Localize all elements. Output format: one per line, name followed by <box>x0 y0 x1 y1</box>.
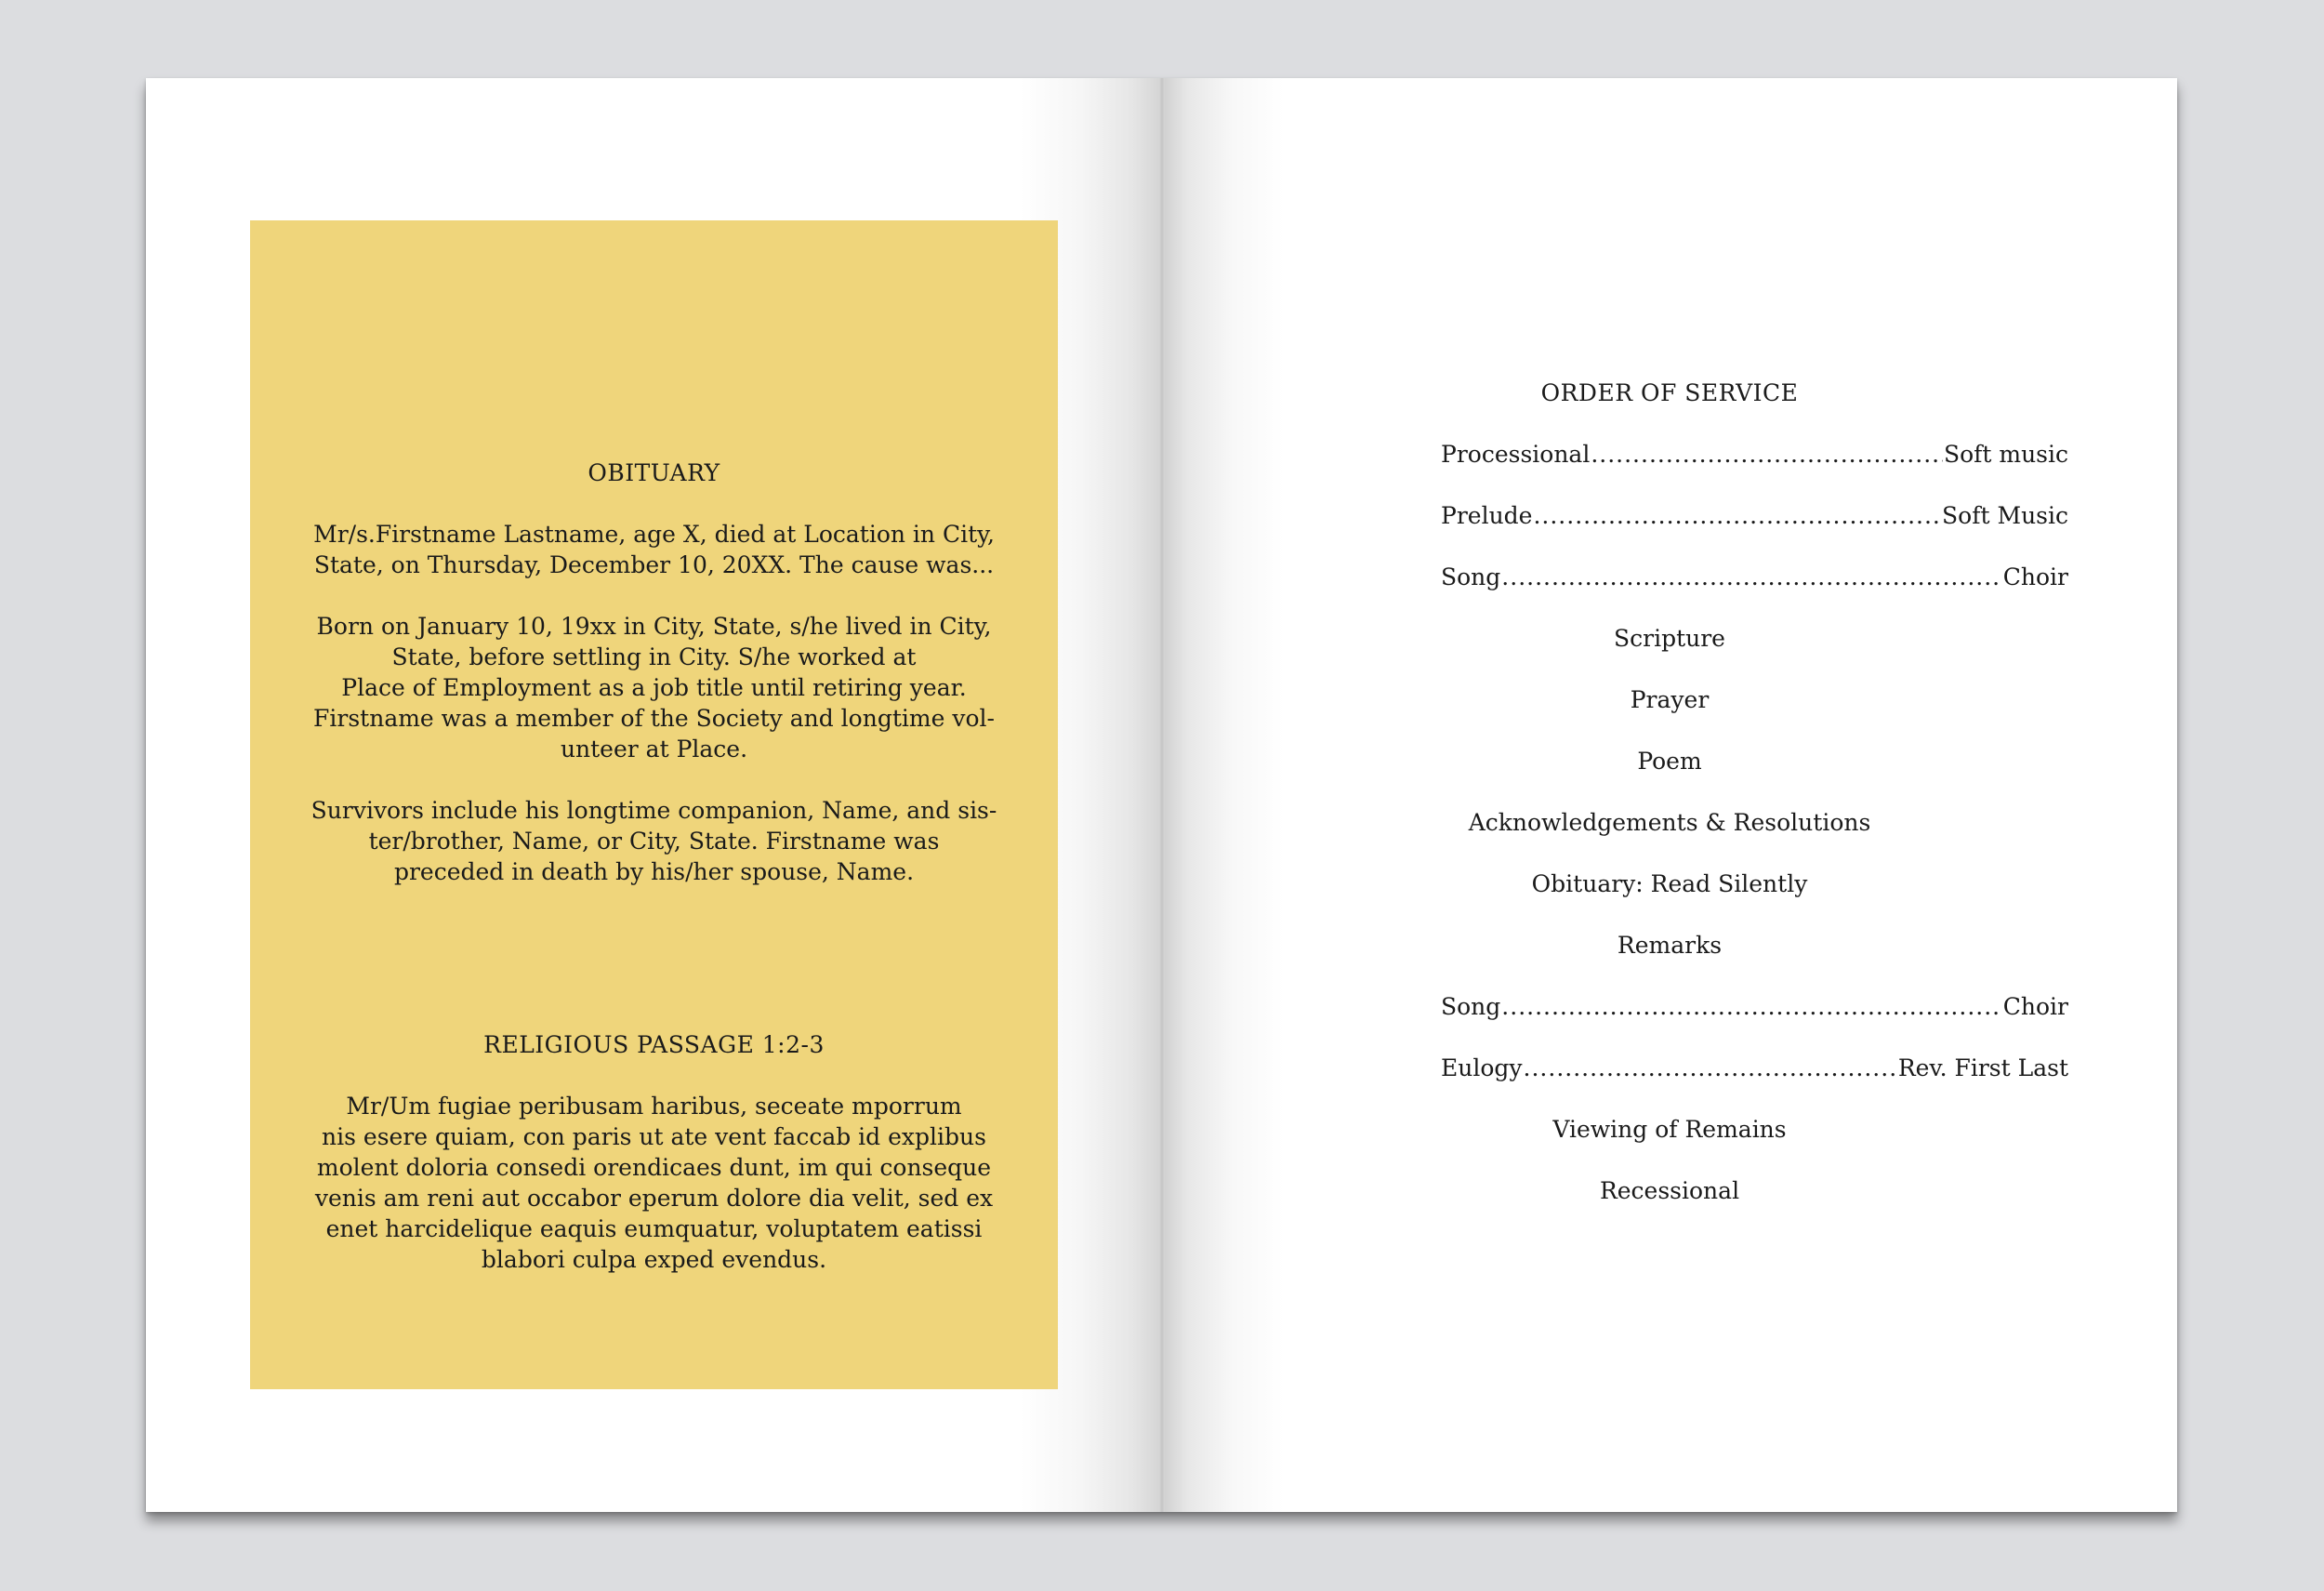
service-item-label: Poem <box>1637 748 1702 775</box>
service-item-label: Song <box>1441 563 1501 590</box>
service-item-label: Scripture <box>1614 625 1725 652</box>
service-item-value: Rev. First Last <box>1897 1054 2068 1081</box>
service-item-value: Choir <box>2002 563 2068 590</box>
obituary-line: State, on Thursday, December 10, 20XX. The cause was... <box>313 551 995 578</box>
obituary-section <box>250 457 1058 887</box>
obituary-line: Mr/s.Firstname Lastname, age X, died at Location in City, <box>313 521 995 548</box>
passage-line: Mr/Um fugiae peribusam haribus, seceate mporrum <box>346 1093 962 1120</box>
service-item-label: Remarks <box>1617 932 1723 959</box>
service-item-value: Soft Music <box>1942 502 2068 529</box>
passage-section <box>250 1029 1058 1275</box>
obituary-paragraph <box>250 795 1058 887</box>
order-of-service-heading: ORDER OF SERVICE <box>1540 379 1799 406</box>
service-item-label: Recessional <box>1599 1177 1740 1204</box>
service-item-value: Choir <box>2002 993 2068 1020</box>
service-item-label: Processional <box>1441 441 1591 468</box>
service-item <box>1162 684 2177 715</box>
obituary-line: ter/brother, Name, or City, State. Firstname was <box>368 828 940 855</box>
service-item-label: Viewing of Remains <box>1552 1116 1787 1143</box>
service-item <box>1162 930 2177 961</box>
service-item-dotted <box>1441 562 2068 592</box>
obituary-line: Born on January 10, 19xx in City, State, s/he lived in City, <box>316 613 992 640</box>
obituary-line: State, before settling in City. S/he worked at <box>391 643 917 670</box>
dot-leader <box>1501 562 2001 592</box>
passage-line: venis am reni aut occabor eperum dolore dia velit, sed ex <box>314 1185 994 1212</box>
service-item-dotted <box>1441 500 2068 531</box>
service-item-label: Song <box>1441 993 1501 1020</box>
dot-leader <box>1501 991 2001 1022</box>
right-page <box>1162 78 2177 1512</box>
obituary-line: Survivors include his longtime companion, Name, and sis- <box>310 797 997 824</box>
left-page <box>146 78 1162 1512</box>
dot-leader <box>1533 500 1941 531</box>
service-item-label: Eulogy <box>1441 1054 1523 1081</box>
obituary-line: unteer at Place. <box>560 736 748 762</box>
page-gutter <box>1159 78 1165 1512</box>
passage-body <box>250 1091 1058 1275</box>
obituary-line: Place of Employment as a job title until retiring year. <box>341 674 967 701</box>
obituary-line: Firstname was a member of the Society and longtime vol- <box>313 705 995 732</box>
service-item <box>1162 746 2177 776</box>
service-item <box>1162 623 2177 654</box>
service-item-dotted <box>1441 1053 2068 1083</box>
dot-leader <box>1524 1053 1897 1083</box>
obituary-paragraph <box>250 611 1058 764</box>
service-item <box>1162 807 2177 838</box>
passage-line: enet harcidelique eaquis eumquatur, voluptatem eatissi <box>325 1215 983 1242</box>
service-item-label: Acknowledgements & Resolutions <box>1468 809 1871 836</box>
service-item-dotted <box>1441 439 2068 470</box>
obituary-paragraph <box>250 519 1058 580</box>
service-item-dotted <box>1441 991 2068 1022</box>
service-item <box>1162 1114 2177 1145</box>
service-item <box>1162 1175 2177 1206</box>
service-item-label: Obituary: Read Silently <box>1531 870 1808 897</box>
passage-line: blabori culpa exped evendus. <box>481 1246 827 1273</box>
order-of-service-list <box>1162 439 2177 1206</box>
booklet-spread <box>146 78 2177 1512</box>
service-item-label: Prelude <box>1441 502 1533 529</box>
obituary-body <box>250 519 1058 887</box>
passage-heading: RELIGIOUS PASSAGE 1:2-3 <box>483 1031 825 1058</box>
passage-line: molent doloria consedi orendicaes dunt, im qui conseque <box>316 1154 992 1181</box>
service-item-label: Prayer <box>1630 686 1710 713</box>
service-item <box>1162 868 2177 899</box>
service-item-value: Soft music <box>1943 441 2068 468</box>
passage-line: nis esere quiam, con paris ut ate vent faccab id explibus <box>322 1123 986 1150</box>
obituary-panel <box>250 220 1058 1389</box>
order-of-service <box>1162 378 2177 1206</box>
obituary-line: preceded in death by his/her spouse, Name. <box>393 858 915 885</box>
dot-leader <box>1591 439 1943 470</box>
obituary-heading: OBITUARY <box>588 459 720 486</box>
